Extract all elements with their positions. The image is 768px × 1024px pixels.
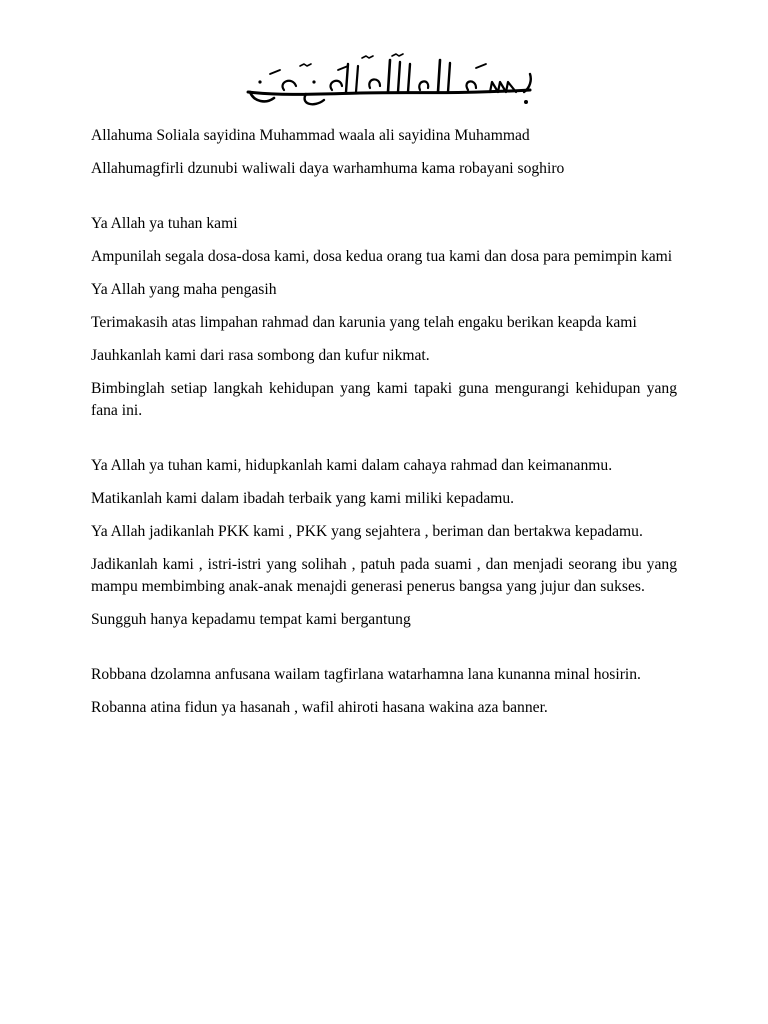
paragraph-10: Matikanlah kami dalam ibadah terbaik yang kami miliki kepadamu. — [91, 490, 515, 507]
paragraph-2: Allahumagfirli dzunubi waliwali daya warhamhuma kama robayani soghiro — [91, 160, 565, 177]
paragraph-11: Ya Allah jadikanlah PKK kami , PKK yang sejahtera , beriman dan bertakwa kepadamu. — [91, 523, 643, 540]
paragraph-4: Ampunilah segala dosa-dosa kami, dosa kedua orang tua kami dan dosa para pemimpin kami — [91, 248, 673, 265]
paragraph-15: Robanna atina fidun ya hasanah , wafil ahiroti hasana wakina aza banner. — [91, 699, 548, 716]
paragraph-gap — [91, 433, 677, 455]
paragraph-13: Sungguh hanya kepadamu tempat kami bergantung — [91, 611, 411, 628]
prayer-text — [91, 125, 677, 730]
paragraph-6: Terimakasih atas limpahan rahmad dan karunia yang telah engaku berikan keapda kami — [91, 314, 637, 331]
paragraph-gap — [91, 191, 677, 213]
paragraph-8: Bimbinglah setiap langkah kehidupan yang kami tapaki guna mengurangi kehidupan yang fana ini. — [91, 380, 677, 419]
paragraph-7: Jauhkanlah kami dari rasa sombong dan kufur nikmat. — [91, 347, 430, 364]
paragraph-14: Robbana dzolamna anfusana wailam tagfirlana watarhamna lana kunanna minal hosirin. — [91, 666, 641, 683]
paragraph-12: Jadikanlah kami , istri-istri yang solihah , patuh pada suami , dan menjadi seorang ibu yang mampu membimbing anak-anak menajdi generasi penerus bangsa yang jujur dan sukses. — [91, 556, 677, 595]
basmala-calligraphy-image — [240, 52, 540, 110]
paragraph-1: Allahuma Soliala sayidina Muhammad waala ali sayidina Muhammad — [91, 127, 530, 144]
paragraph-5: Ya Allah yang maha pengasih — [91, 281, 277, 298]
basmala-calligraphy — [240, 52, 540, 110]
paragraph-gap — [91, 642, 677, 664]
paragraph-9: Ya Allah ya tuhan kami, hidupkanlah kami dalam cahaya rahmad dan keimananmu. — [91, 457, 613, 474]
paragraph-3: Ya Allah ya tuhan kami — [91, 215, 238, 232]
